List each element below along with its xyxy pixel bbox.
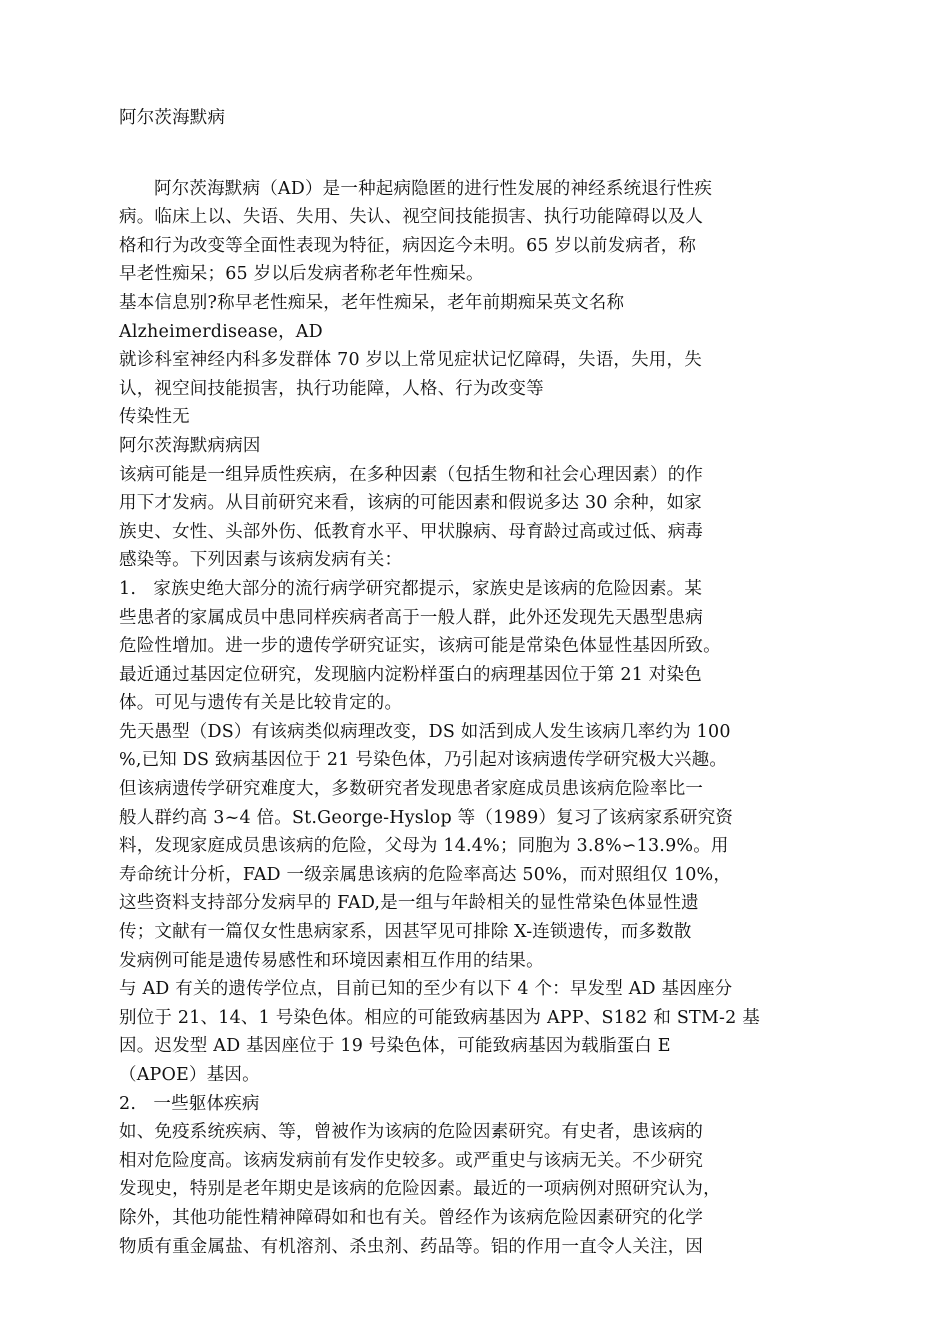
somatic-disease-line: 相对危险度高。该病发病前有发作史较多。或严重史与该病无关。不少研究 bbox=[119, 1150, 704, 1171]
etiology-line: 用下才发病。从目前研究来看，该病的可能因素和假说多达 30 余种，如家 bbox=[119, 493, 702, 514]
genetic-loci-line: 别位于 21、14、1 号染色体。相应的可能致病基因为 APP、S182 和 STM-2 基 bbox=[119, 1007, 760, 1028]
family-history-line: 危险性增加。进一步的遗传学研究证实，该病可能是常染色体显性基因所致。 bbox=[119, 636, 721, 657]
intro-line: 格和行为改变等全面性表现为特征，病因迄今未明。65 岁以前发病者，称 bbox=[119, 235, 697, 256]
down-syndrome-line: 般人群约高 3~4 倍。St.George-Hyslop 等（1989）复习了该病家系研究资 bbox=[119, 807, 734, 828]
down-syndrome-line: 这些资料支持部分发病早的 FAD,是一组与年龄相关的显性常染色体显性遗 bbox=[119, 893, 699, 914]
family-history-line: 些患者的家属成员中患同样疾病者高于一般人群，此外还发现先天愚型患病 bbox=[119, 607, 704, 628]
family-history-line: 体。可见与遗传有关是比较肯定的。 bbox=[119, 693, 403, 714]
down-syndrome-line: 寿命统计分析，FAD 一级亲属患该病的危险率高达 50%，而对照组仅 10%， bbox=[119, 864, 732, 885]
down-syndrome-line: 料，发现家庭成员患该病的危险，父母为 14.4%；同胞为 3.8%∽13.9%。用 bbox=[119, 836, 729, 857]
department-line: 就诊科室神经内科多发群体 70 岁以上常见症状记忆障碍，失语，失用，失 bbox=[119, 350, 702, 371]
down-syndrome-line: 先天愚型（DS）有该病类似病理改变，DS 如活到成人发生该病几率约为 100 bbox=[119, 721, 731, 742]
somatic-disease-line: 物质有重金属盐、有机溶剂、杀虫剂、药品等。铝的作用一直令人关注，因 bbox=[119, 1236, 704, 1257]
contagion-line: 传染性无 bbox=[119, 407, 190, 428]
somatic-disease-item: 2. 一些躯体疾病 bbox=[119, 1093, 260, 1114]
section-heading-etiology: 阿尔茨海默病病因 bbox=[119, 435, 261, 456]
somatic-disease-line: 发现史，特别是老年期史是该病的危险因素。最近的一项病例对照研究认为， bbox=[119, 1179, 721, 1200]
etiology-line: 族史、女性、头部外伤、低教育水平、甲状腺病、母育龄过高或过低、病毒 bbox=[119, 521, 704, 542]
etiology-line: 该病可能是一组异质性疾病，在多种因素（包括生物和社会心理因素）的作 bbox=[119, 464, 704, 485]
somatic-disease-line: 除外，其他功能性精神障碍如和也有关。曾经作为该病危险因素研究的化学 bbox=[119, 1207, 704, 1228]
basic-info-line: 基本信息别?称早老性痴呆，老年性痴呆，老年前期痴呆英文名称 bbox=[119, 292, 625, 313]
family-history-item: 1. 家族史绝大部分的流行病学研究都提示，家族史是该病的危险因素。某 bbox=[119, 578, 703, 599]
down-syndrome-line: 发病例可能是遗传易感性和环境因素相互作用的结果。 bbox=[119, 950, 544, 971]
intro-line: 阿尔茨海默病（AD）是一种起病隐匿的进行性发展的神经系统退行性疾 bbox=[154, 178, 713, 199]
symptoms-line: 认，视空间技能损害，执行功能障，人格、行为改变等 bbox=[119, 378, 544, 399]
intro-line: 早老性痴呆；65 岁以后发病者称老年性痴呆。 bbox=[119, 264, 484, 285]
family-history-line: 最近通过基因定位研究，发现脑内淀粉样蛋白的病理基因位于第 21 对染色 bbox=[119, 664, 702, 685]
english-name-line: Alzheimerdisease，AD bbox=[119, 321, 323, 342]
genetic-loci-line: （APOE）基因。 bbox=[119, 1065, 260, 1085]
document-title: 阿尔茨海默病 bbox=[119, 108, 226, 128]
etiology-line: 感染等。下列因素与该病发病有关： bbox=[119, 550, 403, 571]
down-syndrome-line: 传；文献有一篇仅女性患病家系，因甚罕见可排除 X-连锁遗传，而多数散 bbox=[119, 922, 692, 943]
genetic-loci-line: 与 AD 有关的遗传学位点，目前已知的至少有以下 4 个：早发型 AD 基因座分 bbox=[119, 979, 733, 1000]
document-body bbox=[119, 104, 839, 1261]
intro-paragraph bbox=[119, 175, 839, 289]
genetic-loci-line: 因。迟发型 AD 基因座位于 19 号染色体，可能致病基因为载脂蛋白 E bbox=[119, 1036, 671, 1057]
intro-line: 病。临床上以、失语、失用、失认、视空间技能损害、执行功能障碍以及人 bbox=[119, 207, 704, 228]
down-syndrome-line: %,已知 DS 致病基因位于 21 号染色体，乃引起对该病遗传学研究极大兴趣。 bbox=[119, 750, 728, 771]
somatic-disease-line: 如、免疫系统疾病、等，曾被作为该病的危险因素研究。有史者，患该病的 bbox=[119, 1122, 704, 1143]
down-syndrome-line: 但该病遗传学研究难度大，多数研究者发现患者家庭成员患该病危险率比一 bbox=[119, 779, 704, 800]
body-text bbox=[119, 289, 839, 1261]
